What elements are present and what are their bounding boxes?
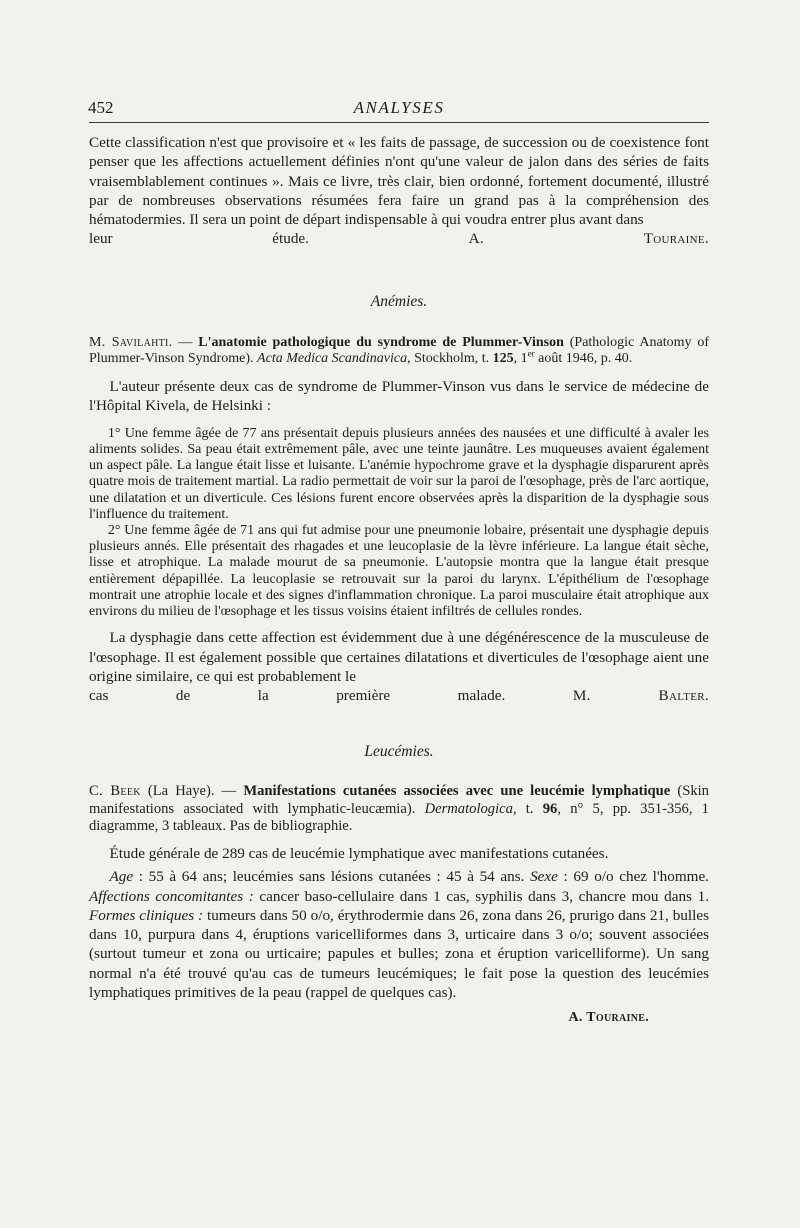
running-head xyxy=(89,98,709,123)
reference-english-title: (Skin manifestations associated with lymphatic-leucæmia). xyxy=(89,783,709,817)
anemies-signature-line xyxy=(89,686,709,705)
running-title: ANALYSES xyxy=(353,98,445,117)
anemies-conclusion: La dysphagie dans cette affection est évidemment due à une dégénérescence de la musculeuse de l'œsophage. Il est également possible que certaines dilatations et diverticules de l'œsophage aient une origine similaire, ce qui est probablement le xyxy=(89,629,709,685)
affections-label: Affections concomitantes : xyxy=(89,887,254,905)
anemies-case-1: 1° Une femme âgée de 77 ans présentait depuis plusieurs années des nausées et une difficulté à avaler les aliments solides. Sa peau était extrêmement pâle, avec une teinte jaunâtre. Les muqueuses avaient également un aspect pâle. La langue était lisse et luisante. L'anémie hypochrome grave et la dysphagie disparurent après quatre mois de traitement martial. La radio permettait de voir sur la paroi de l'œsophage, près de l'arc aortique, une dilatation et un diverticule. Ces lésions furent encore observées après la disparition de la dysphagie sous l'influence du traitement. xyxy=(89,425,709,522)
intro-signature-line xyxy=(89,229,709,248)
intro-paragraph: Cette classification n'est que provisoire et « les faits de passage, de succession ou de coexistence font penser que les affections actuellement définies n'ont qu'une valeur de jalon dans des séries de faits vraisemblablement continues ». Mais ce livre, très clair, bien ordonné, fortement documenté, illustré par de nombreuses observations résumées fera faire un grand pas à la compréhension des hématodermies. Il sera un point de départ indispensable à qui voudra entrer plus avant dans xyxy=(89,134,709,229)
intro-last-line: leur étude. xyxy=(89,230,309,248)
reference-journal: Acta Medica Scandinavica xyxy=(257,350,408,366)
age-label: Age xyxy=(109,868,134,886)
reference-journal: Dermatologica xyxy=(424,800,513,817)
reference-author: C. Beek xyxy=(89,783,141,800)
reference-author: M. Savilahti. xyxy=(89,334,173,350)
leucemies-details: Age : 55 à 64 ans; leucémies sans lésions cutanées : 45 à 54 ans. Sexe : 69 o/o chez l'homme. Affections concomitantes : cancer baso-cellulaire dans 1 cas, syphilis dans 3, chancre mou dans 1. Formes cliniques : tumeurs dans 50 o/o, érythrodermie dans 26, zona dans 26, prurigo dans 21, bulles dans 10, purpura dans 4, éruptions varicelliformes dans 3, urticaire dans 3 o/o; souvent associées (surtout tumeur et zona ou urticaire; papules et bulles; zona et éruption varicelliforme). Un sang normal n'a été trouvé qu'au cas de tumeurs leucémiques; le fait pose la question des leucémies lymphatiques primitives de la peau (rappel de quelques cas). xyxy=(89,868,709,1001)
reference-title: L'anatomie pathologique du syndrome de Plummer-Vinson xyxy=(198,334,564,350)
reference-savilahti: M. Savilahti. — L'anatomie pathologique du syndrome de Plummer-Vinson (Pathologic Anatomy of Plummer-Vinson Syndrome). Acta Medica Scandinavica, Stockholm, t. 125, 1er août 1946, p. 40. xyxy=(89,334,710,366)
page-number: 452 xyxy=(88,98,114,117)
reference-english-title: (Pathologic Anatomy of Plummer-Vinson Syndrome). xyxy=(89,334,710,366)
section-heading-leucemies: Leucémies. xyxy=(364,743,434,761)
sexe-label: Sexe xyxy=(530,868,558,886)
leucemies-signature: A. Touraine. xyxy=(568,1010,649,1026)
reference-tome: 96 xyxy=(542,800,558,817)
anemies-conclusion-last: cas de la première malade. xyxy=(89,687,506,705)
anemies-case-2: 2° Une femme âgée de 71 ans qui fut admise pour une pneumonie lobaire, présentait une dysphagie depuis plusieurs annés. Elle présentait des rhagades et une leucoplasie de la lèvre inférieure. La langue était sèche, lisse et atrophique. La malade mourut de sa pneumonie. L'autopsie montra que la langue était presque entièrement dépapillée. La leucoplasie se retrouvait sur la paroi du larynx. L'épithélium de l'œsophage montrait une atrophie locale et des signes d'inflammation chronique. La paroi musculaire était atrophique aux environs du milieu de l'œsophage et les tissus voisins étaient infiltrés de cellules rondes. xyxy=(89,523,709,620)
leucemies-lead: Étude générale de 289 cas de leucémie lymphatique avec manifestations cutanées. xyxy=(109,844,609,862)
anemies-signature: M. Balter. xyxy=(572,687,709,705)
intro-signature: A. Touraine. xyxy=(468,230,709,248)
anemies-intro: L'auteur présente deux cas de syndrome de Plummer-Vinson vus dans le service de médecine de l'Hôpital Kivela, de Helsinki : xyxy=(89,378,709,415)
reference-tome: 125 xyxy=(492,350,514,366)
reference-title: Manifestations cutanées associées avec une leucémie lymphatique xyxy=(243,783,671,800)
formes-label: Formes cliniques : xyxy=(89,906,204,924)
page xyxy=(89,98,709,1026)
reference-beek: C. Beek (La Haye). — Manifestations cutanées associées avec une leucémie lymphatique (Skin manifestations associated with lymphatic-leucæmia). Dermatologica, t. 96, n° 5, pp. 351-356, 1 diagramme, 3 tableaux. Pas de bibliographie. xyxy=(89,783,709,835)
section-heading-anemies: Anémies. xyxy=(370,292,428,310)
